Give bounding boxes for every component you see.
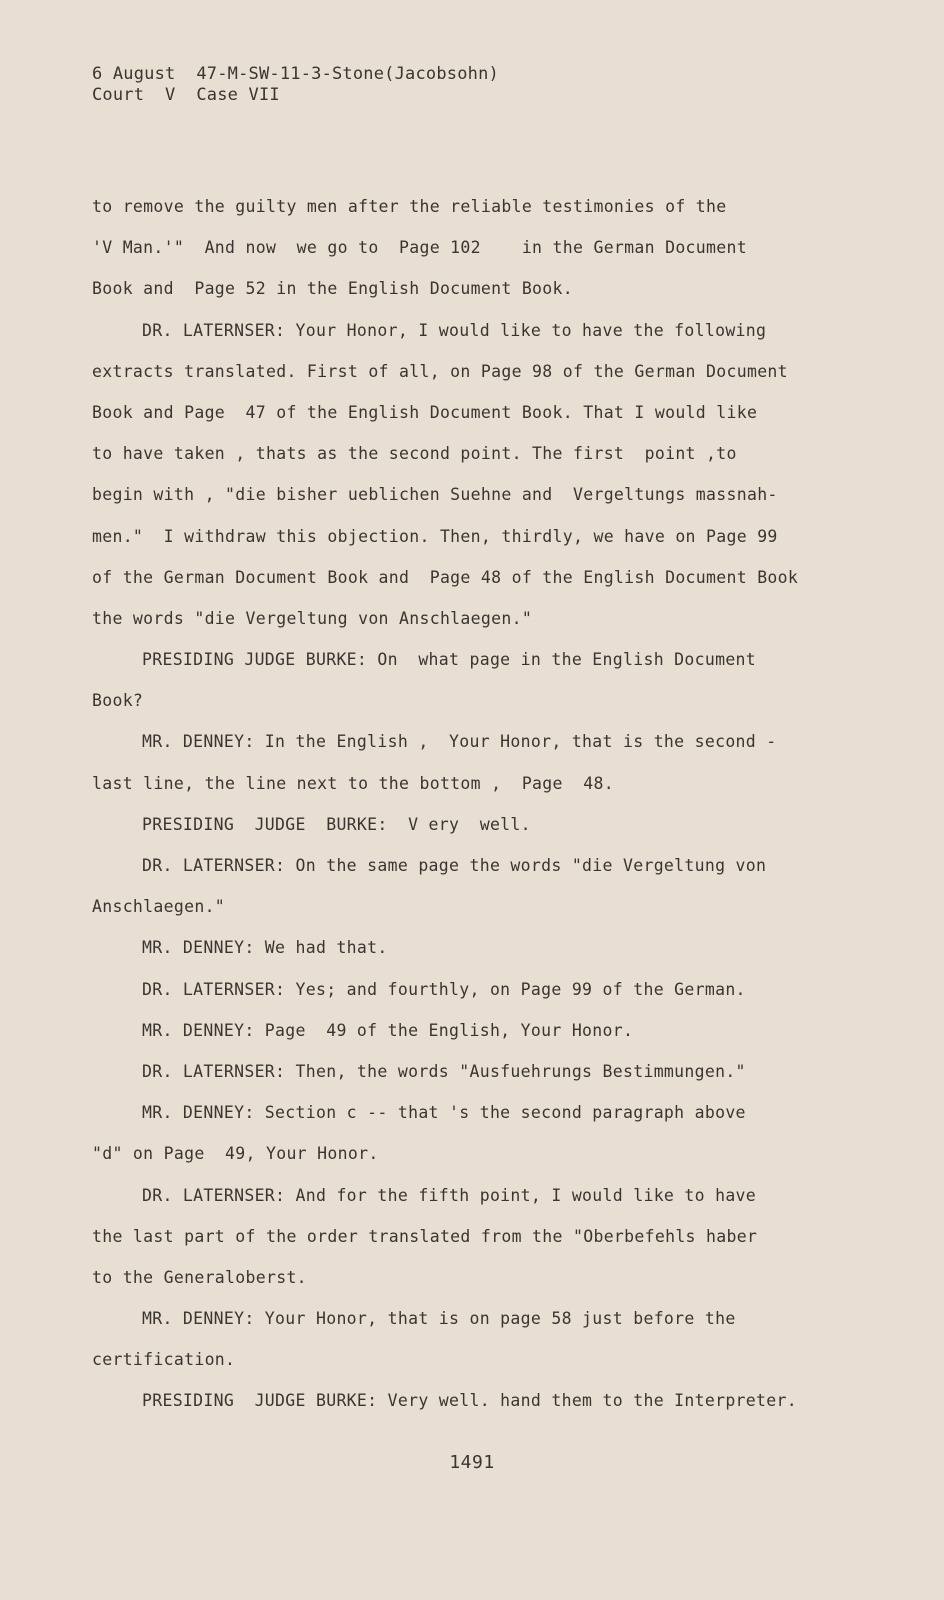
document-header [92, 64, 499, 106]
header-court-case: Court V Case VII [92, 85, 280, 105]
transcript-line: DR. LATERNSER: Yes; and fourthly, on Page 99 of the German. [142, 979, 746, 999]
transcript-line: DR. LATERNSER: And for the fifth point, I would like to have [142, 1185, 757, 1205]
transcript-line: DR. LATERNSER: Then, the words "Ausfuehrungs Bestimmungen." [142, 1061, 746, 1081]
transcript-line: MR. DENNEY: In the English , Your Honor, that is the second - [142, 732, 777, 752]
transcript-line: of the German Document Book and Page 48 of the English Document Book [92, 567, 799, 587]
transcript-line: the last part of the order translated from the "Oberbefehls haber [92, 1226, 758, 1246]
transcript-line: DR. LATERNSER: On the same page the words "die Vergeltung von [142, 856, 767, 875]
transcript-body [92, 186, 812, 1422]
transcript-line: to have taken , thats as the second point. The first point ,to [92, 444, 737, 464]
transcript-line: Book? [92, 691, 144, 711]
transcript-line: PRESIDING JUDGE BURKE: V ery well. [142, 814, 531, 834]
transcript-line: "d" on Page 49, Your Honor. [92, 1144, 379, 1164]
transcript-line: to remove the guilty men after the reliable testimonies of the [92, 197, 727, 216]
page-number: 1491 [449, 1452, 495, 1473]
transcript-line: MR. DENNEY: Section c -- that 's the second paragraph above [142, 1103, 746, 1123]
transcript-line: DR. LATERNSER: Your Honor, I would like to have the following [142, 320, 767, 340]
transcript-line: to the Generaloberst. [92, 1267, 307, 1287]
transcript-line: PRESIDING JUDGE BURKE: On what page in the English Document [142, 650, 757, 670]
transcript-line: last line, the line next to the bottom , Page 48. [92, 773, 614, 793]
transcript-line: MR. DENNEY: Your Honor, that is on page 58 just before the [142, 1309, 736, 1329]
transcript-line: men." I withdraw this objection. Then, thirdly, we have on Page 99 [92, 526, 778, 546]
transcript-line: the words "die Vergeltung von Anschlaegen." [92, 608, 533, 628]
transcript-line: MR. DENNEY: We had that. [142, 938, 388, 958]
transcript-line: Book and Page 52 in the English Document Book. [92, 279, 573, 299]
transcript-line: certification. [92, 1350, 236, 1370]
transcript-line: MR. DENNEY: Page 49 of the English, Your Honor. [142, 1020, 634, 1040]
transcript-line: Anschlaegen." [92, 897, 226, 917]
transcript-line: PRESIDING JUDGE BURKE: Very well. hand them to the Interpreter. [142, 1391, 797, 1411]
transcript-line: extracts translated. First of all, on Page 98 of the German Document [92, 361, 788, 381]
transcript-line: Book and Page 47 of the English Document Book. That I would like [92, 402, 758, 422]
transcript-line: begin with , "die bisher ueblichen Suehne and Vergeltungs massnah- [92, 485, 778, 505]
header-date-reference: 6 August 47-M-SW-11-3-Stone(Jacobsohn) [92, 64, 499, 84]
transcript-line: 'V Man.'" And now we go to Page 102 in the German Document [92, 238, 747, 258]
